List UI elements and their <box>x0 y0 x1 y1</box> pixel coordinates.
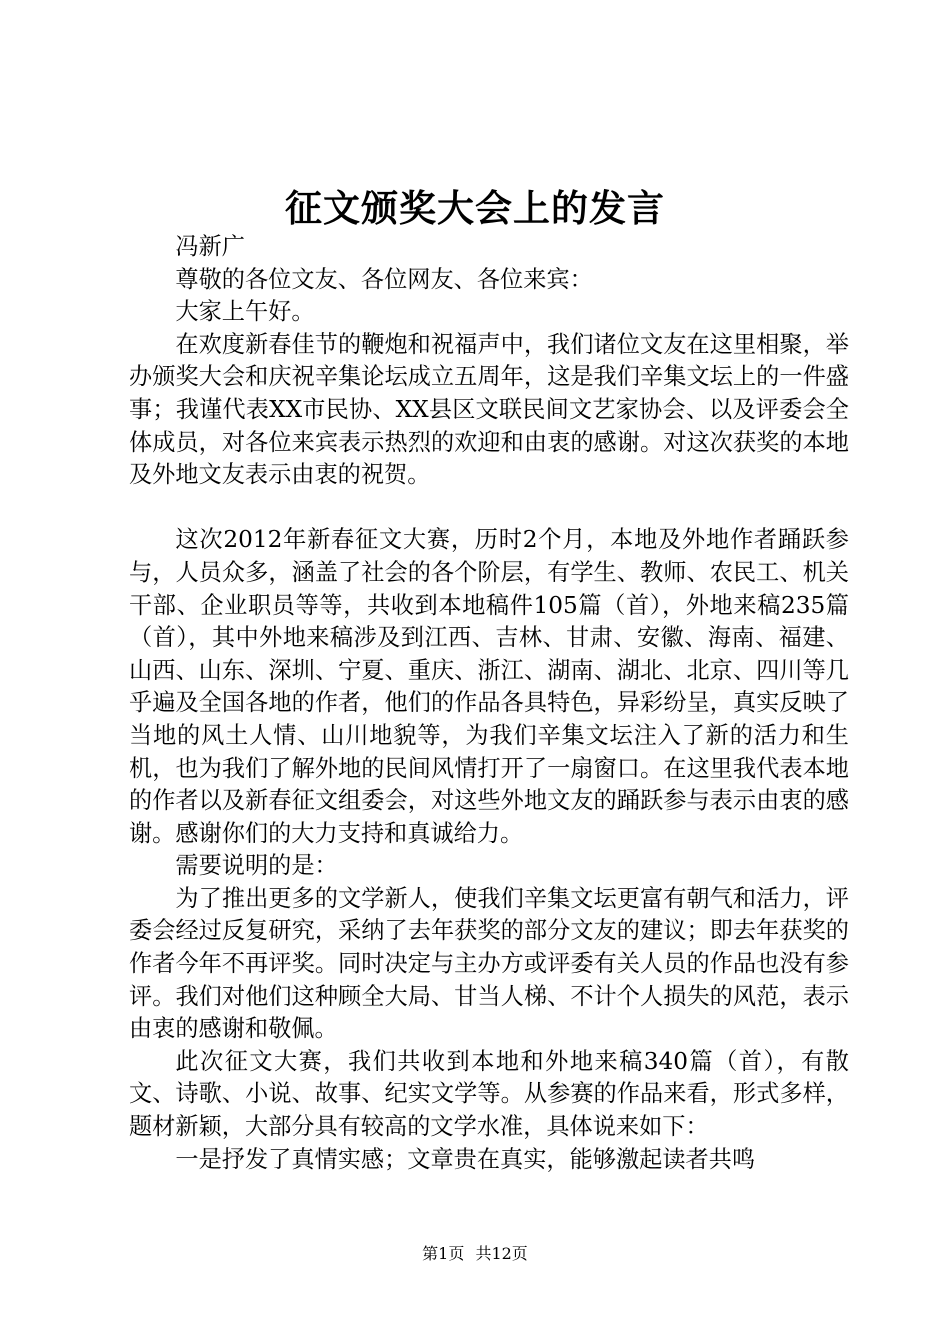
author-line: 冯新广 <box>175 233 245 260</box>
paragraph-spacer <box>129 492 849 525</box>
page-number: 第1页 共12页 <box>422 1244 528 1263</box>
paragraph-submissions: 此次征文大赛，我们共收到本地和外地来稿340篇（首），有散文、诗歌、小说、故事、纪实文学等。从参赛的作品来看，形式多样，题材新颖，大部分具有较高的文学水准，具体说来如下： <box>129 1047 849 1141</box>
greeting: 大家上午好。 <box>175 298 315 326</box>
document-body <box>129 231 849 1176</box>
paragraph-contest-overview: 这次2012年新春征文大赛，历时2个月，本地及外地作者踊跃参与，人员众多，涵盖了社会的各个阶层，有学生、教师、农民工、机关干部、企业职员等等，共收到本地稿件105篇（首），外地来稿235篇（首），其中外地来稿涉及到江西、吉林、甘肃、安徽、海南、福建、山西、山东、深圳、宁夏、重庆、浙江、湖南、湖北、北京、四川等几乎遍及全国各地的作者，他们的作品各具特色，异彩纷呈，真实反映了当地的风土人情、山川地貌等，为我们辛集文坛注入了新的活力和生机，也为我们了解外地的民间风情打开了一扇窗口。在这里我代表本地的作者以及新春征文组委会，对这些外地文友的踊跃参与表示由衷的感谢。感谢你们的大力支持和真诚给力。 <box>129 526 849 847</box>
paragraph-welcome: 在欢度新春佳节的鞭炮和祝福声中，我们诸位文友在这里相聚，举办颁奖大会和庆祝辛集论坛成立五周年，这是我们辛集文坛上的一件盛事；我谨代表XX市民协、XX县区文联民间文艺家协会、以及评委会全体成员，对各位来宾表示热烈的欢迎和由衷的感谢。对这次获奖的本地及外地文友表示由衷的祝贺。 <box>129 330 849 489</box>
paragraph-point-one: 一是抒发了真情实感；文章贵在真实，能够激起读者共鸣 <box>175 1145 756 1173</box>
paragraph-note-heading: 需要说明的是： <box>175 852 338 880</box>
salutation: 尊敬的各位文友、各位网友、各位来宾： <box>175 265 593 293</box>
document-title: 征文颁奖大会上的发言 <box>285 186 665 230</box>
paragraph-judging-rules: 为了推出更多的文学新人，使我们辛集文坛更富有朝气和活力，评委会经过反复研究，采纳了去年获奖的部分文友的建议；即去年获奖的作者今年不再评奖。同时决定与主办方或评委有关人员的作品也没有参评。我们对他们这种顾全大局、甘当人梯、不计个人损失的风范，表示由衷的感谢和敬佩。 <box>129 884 849 1043</box>
